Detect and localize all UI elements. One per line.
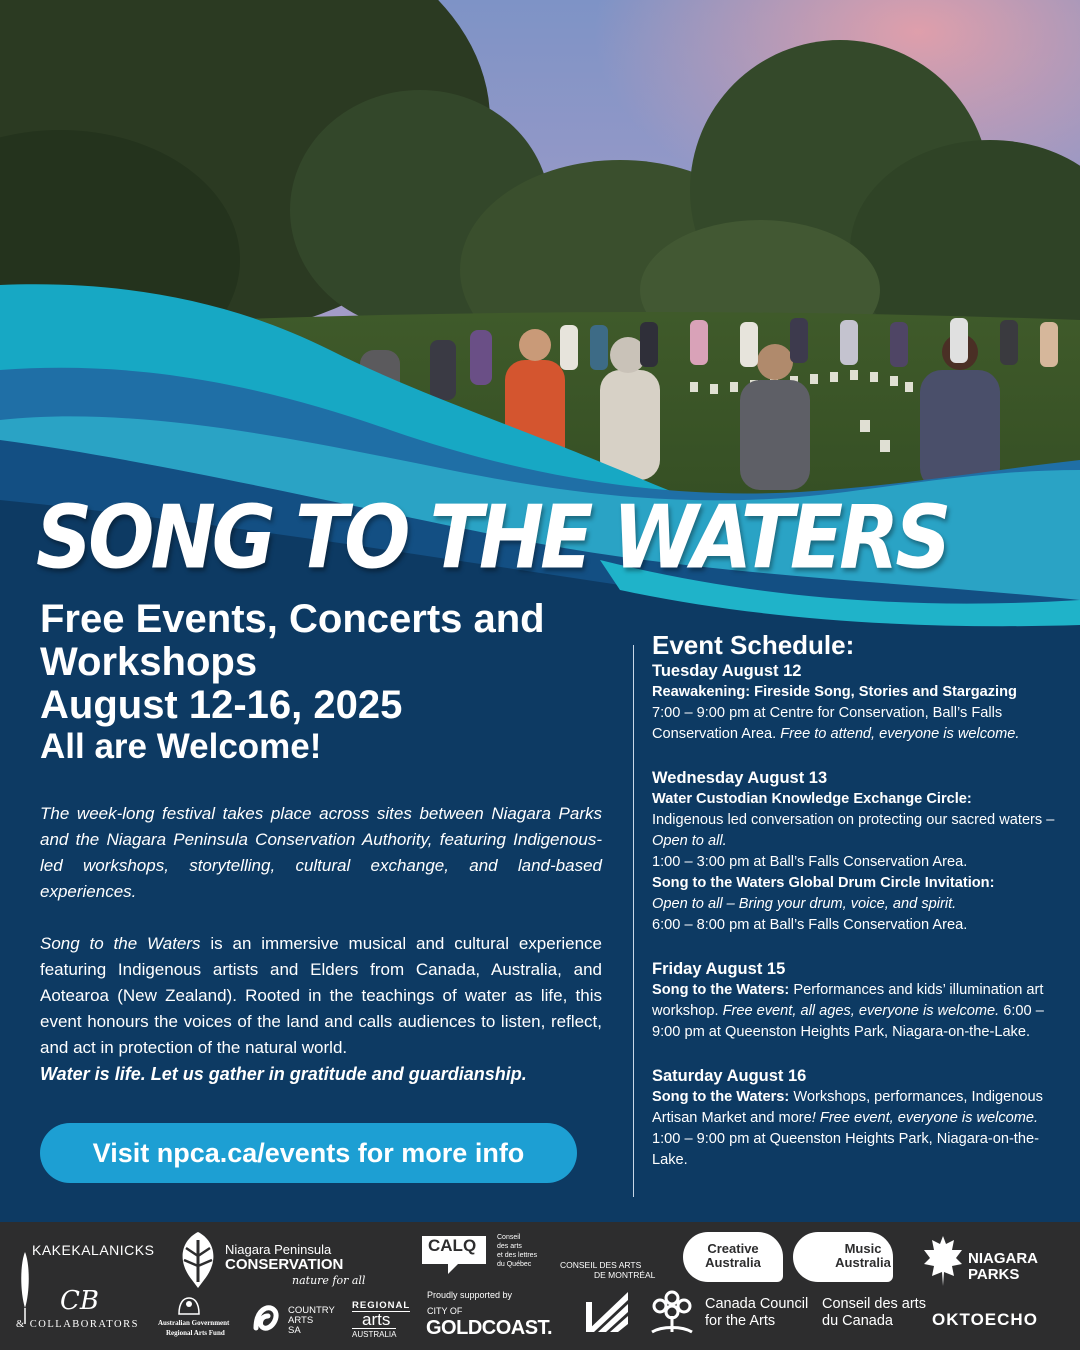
main-column bbox=[40, 598, 615, 1087]
schedule-event-saturday bbox=[652, 1087, 1062, 1171]
canada-council-en: Canada Council bbox=[705, 1296, 809, 1312]
description-paragraph bbox=[40, 931, 602, 1061]
music-australia-text-2: Australia bbox=[835, 1255, 891, 1270]
schedule-day-friday: Friday August 15 bbox=[652, 960, 786, 978]
niagara-parks-leaf-icon bbox=[922, 1234, 964, 1288]
headline-line-1: Free Events, Concerts and bbox=[40, 597, 545, 641]
event-time: 6:00 – 8:00 pm at Ball’s Falls Conservation Area. bbox=[652, 917, 968, 933]
cb-logo: CB bbox=[60, 1286, 99, 1316]
schedule-heading: Event Schedule: bbox=[652, 630, 855, 660]
oktoecho-logo: OKTOECHO bbox=[932, 1310, 1038, 1329]
event-time: 7:00 – 9:00 pm at Centre for Conservation, Ball’s Falls Conservation Area. bbox=[652, 705, 1003, 742]
calq-logo: CALQ bbox=[428, 1236, 477, 1255]
event-name: Water Custodian Knowledge Exchange Circle: bbox=[652, 791, 972, 807]
goldcoast-city-of: CITY OF bbox=[427, 1306, 463, 1316]
description-title: Song to the Waters bbox=[40, 934, 201, 953]
event-note: Open to all – Bring your drum, voice, and spirit. bbox=[652, 896, 957, 912]
montreal-arts-label: CONSEIL DES ARTS bbox=[560, 1260, 642, 1270]
schedule-day-wednesday: Wednesday August 13 bbox=[652, 769, 828, 787]
schedule-event-tuesday bbox=[652, 682, 1062, 745]
coat-of-arms-icon bbox=[176, 1294, 202, 1316]
creative-australia-logo bbox=[683, 1232, 783, 1282]
event-description: Performances and kids’ illumination art workshop. bbox=[652, 982, 1044, 1019]
country-arts-icon bbox=[250, 1298, 286, 1336]
event-note: ! Free event, everyone is welcome. bbox=[811, 1110, 1039, 1126]
proudly-supported-label: Proudly supported by bbox=[427, 1290, 513, 1300]
event-time: 1:00 – 3:00 pm at Ball’s Falls Conservation Area. bbox=[652, 854, 968, 870]
canada-council-tree-icon bbox=[648, 1288, 696, 1336]
feather-icon bbox=[18, 1252, 32, 1324]
sponsor-footer bbox=[0, 1222, 1080, 1350]
aus-gov-logo: Australian Government bbox=[158, 1319, 230, 1327]
event-name: Song to the Waters: bbox=[652, 982, 790, 998]
leaf-icon bbox=[174, 1230, 222, 1288]
intro-paragraph: The week-long festival takes place across sites between Niagara Parks and the Niagara Peninsula Conservation Authority, featuring Indigenous-led workshops, storytelling, cultural exchange, and land-based experiences. bbox=[40, 804, 602, 901]
event-note: Free to attend, everyone is welcome. bbox=[780, 726, 1020, 742]
event-name: Song to the Waters: bbox=[652, 1089, 790, 1105]
calq-text-3: et des lettres bbox=[497, 1252, 538, 1259]
event-note: Free event, all ages, everyone is welcome. bbox=[722, 1003, 1000, 1019]
canada-council-en-2: for the Arts bbox=[705, 1313, 776, 1329]
event-time: 1:00 – 9:00 pm at Queenston Heights Park, Niagara-on-the-Lake. bbox=[652, 1131, 1039, 1168]
event-note: Open to all. bbox=[652, 833, 727, 849]
event-name: Song to the Waters Global Drum Circle Invitation: bbox=[652, 875, 995, 891]
calq-text-1: Conseil bbox=[497, 1234, 521, 1241]
niagara-parks-logo: NIAGARA bbox=[968, 1250, 1038, 1267]
montreal-arts-label-2: DE MONTRÉAL bbox=[594, 1270, 656, 1280]
schedule-day-saturday: Saturday August 16 bbox=[652, 1067, 807, 1085]
schedule-event-wednesday bbox=[652, 789, 1062, 936]
regional-arts-australia: AUSTRALIA bbox=[352, 1330, 397, 1339]
calq-text-4: du Québec bbox=[497, 1261, 532, 1268]
montreal-arts-icon bbox=[584, 1288, 630, 1334]
npca-tagline: nature for all bbox=[292, 1274, 366, 1287]
column-divider bbox=[633, 645, 634, 1197]
tagline: Water is life. Let us gather in gratitude and guardianship. bbox=[40, 1064, 527, 1084]
event-name: Reawakening: Fireside Song, Stories and Stargazing bbox=[652, 684, 1017, 700]
regional-arts-arts: arts bbox=[362, 1310, 391, 1329]
event-schedule bbox=[652, 630, 1062, 1171]
calq-text-2: des arts bbox=[497, 1243, 522, 1250]
event-description: Workshops, performances, Indigenous Artisan Market and more bbox=[652, 1089, 1043, 1126]
schedule-day-tuesday: Tuesday August 12 bbox=[652, 662, 802, 680]
collaborators-logo: & COLLABORATORS bbox=[16, 1319, 139, 1330]
niagara-parks-logo-2: PARKS bbox=[968, 1266, 1020, 1283]
event-time: 6:00 – 9:00 pm at Queenston Heights Park, Niagara-on-the-Lake. bbox=[652, 1003, 1044, 1040]
schedule-event-friday bbox=[652, 980, 1062, 1043]
country-arts-label-2: ARTS bbox=[288, 1315, 314, 1326]
creative-australia-text-2: Australia bbox=[705, 1255, 761, 1270]
country-arts-label: COUNTRY bbox=[288, 1305, 335, 1316]
welcome-text: All are Welcome! bbox=[40, 727, 322, 766]
regional-arts-fund: Regional Arts Fund bbox=[166, 1329, 225, 1337]
country-arts-label-3: SA bbox=[288, 1325, 301, 1336]
headline-line-2: Workshops bbox=[40, 640, 258, 684]
canada-council-fr-2: du Canada bbox=[822, 1313, 893, 1329]
event-description: Indigenous led conversation on protecting our sacred waters – bbox=[652, 812, 1055, 828]
more-info-button[interactable]: Visit npca.ca/events for more info bbox=[40, 1123, 577, 1183]
goldcoast-logo: GOLDCOAST. bbox=[426, 1317, 553, 1339]
description-text: is an immersive musical and cultural experience featuring Indigenous artists and Elders from Canada, Australia, and Aotearoa (New Zealand). Rooted in the teachings of water as life, this event honours the voices of the land and calls audiences to listen, reflect, and act in protection of the natural world. bbox=[40, 934, 602, 1057]
npca-name: Niagara Peninsula bbox=[225, 1242, 332, 1257]
npca-conservation: CONSERVATION bbox=[225, 1256, 344, 1273]
music-australia-logo bbox=[793, 1232, 893, 1282]
canada-council-fr: Conseil des arts bbox=[822, 1296, 926, 1312]
festival-title: SONG TO THE WATERS bbox=[36, 488, 948, 589]
kakekalanicks-logo: KAKEKALANICKS bbox=[32, 1242, 155, 1258]
regional-arts-label: REGIONAL bbox=[352, 1300, 411, 1311]
creative-australia-text: Creative bbox=[707, 1241, 759, 1256]
event-dates: August 12-16, 2025 bbox=[40, 683, 403, 727]
music-australia-text: Music bbox=[844, 1241, 882, 1256]
